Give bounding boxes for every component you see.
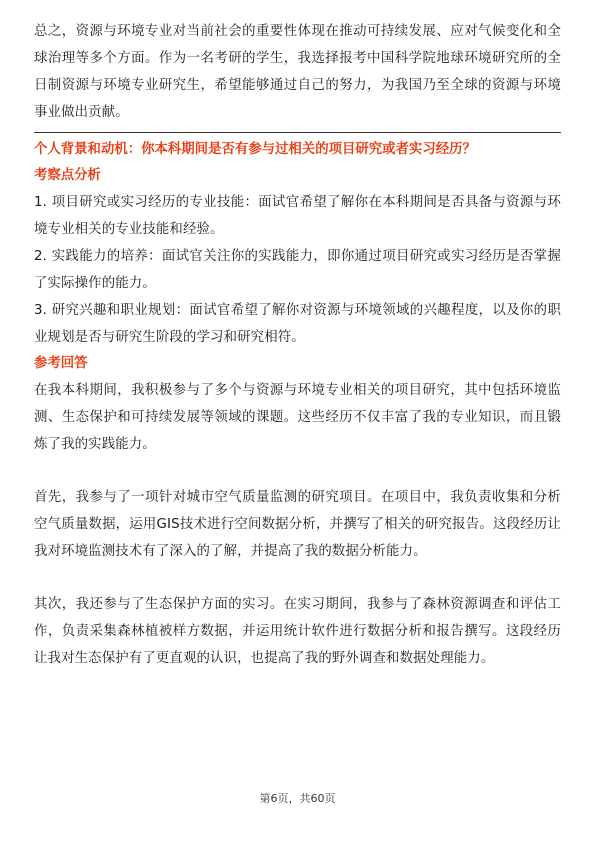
section-divider	[34, 132, 561, 133]
paragraph-spacer	[34, 565, 561, 591]
answer-paragraph: 其次，我还参与了生态保护方面的实习。在实习期间，我参与了森林资源调查和评估工作，负责采集森林植被样方数据，并运用统计软件进行数据分析和报告撰写。这段经历让我对生态保护有了更直观的认识，也提高了我的野外调查和数据处理能力。	[34, 597, 561, 666]
analysis-point: 3. 研究兴趣和职业规划：面试官希望了解你对资源与环境领域的兴趣程度，以及你的职业规划是否与研究生阶段的学习和研究相符。	[34, 303, 561, 345]
page-footer: 第6页，共60页	[259, 792, 336, 805]
answer-heading: 参考回答	[34, 356, 88, 371]
analysis-point: 1. 项目研究或实习经历的专业技能：面试官希望了解你在本科期间是否具备与资源与环境专业相关的专业技能和经验。	[34, 195, 561, 237]
intro-paragraph: 总之，资源与环境专业对当前社会的重要性体现在推动可持续发展、应对气候变化和全球治理等多个方面。作为一名考研的学生，我选择报考中国科学院地球环境研究所的全日制资源与环境专业研究生，希望能够通过自己的努力，为我国乃至全球的资源与环境事业做出贡献。	[34, 24, 561, 120]
analysis-heading: 考察点分析	[34, 168, 101, 183]
answer-paragraph: 首先，我参与了一项针对城市空气质量监测的研究项目。在项目中，我负责收集和分析空气质量数据，运用GIS技术进行空间数据分析，并撰写了相关的研究报告。这段经历让我对环境监测技术有了深入的了解，并提高了我的数据分析能力。	[34, 490, 561, 559]
document-page	[34, 18, 561, 672]
answer-paragraph: 在我本科期间，我积极参与了多个与资源与环境专业相关的项目研究，其中包括环境监测、生态保护和可持续发展等领域的课题。这些经历不仅丰富了我的专业知识，而且锻炼了我的实践能力。	[34, 383, 561, 452]
paragraph-spacer	[34, 458, 561, 484]
analysis-point: 2. 实践能力的培养：面试官关注你的实践能力，即你通过项目研究或实习经历是否掌握了实际操作的能力。	[34, 249, 561, 291]
interview-question: 个人背景和动机：你本科期间是否有参与过相关的项目研究或者实习经历？	[34, 142, 476, 157]
